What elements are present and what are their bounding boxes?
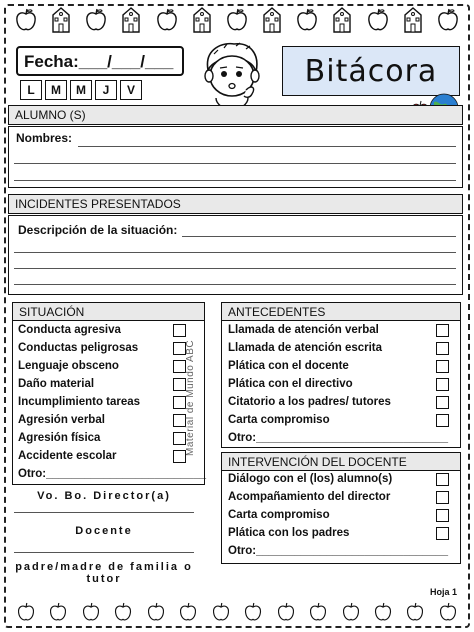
apple-icon <box>111 599 135 625</box>
names-line-3[interactable] <box>14 180 456 181</box>
antecedentes-section-title: ANTECEDENTES <box>222 303 460 321</box>
situacion-item-label: Daño material <box>18 378 95 390</box>
day-box-tuesday[interactable]: M <box>45 80 67 100</box>
intervencion-item-label: Acompañamiento del director <box>228 491 391 503</box>
apple-icon <box>371 599 395 625</box>
schoolhouse-icon <box>190 7 214 33</box>
schoolhouse-icon <box>401 7 425 33</box>
names-line-1[interactable] <box>78 146 456 147</box>
schoolhouse-icon <box>49 7 73 33</box>
bottom-decoration-row <box>14 594 460 630</box>
apple-icon <box>366 7 390 33</box>
alumno-box <box>8 126 463 188</box>
docente-signature-line[interactable] <box>14 552 194 553</box>
apple-icon <box>295 7 319 33</box>
apple-icon <box>79 599 103 625</box>
apple-icon <box>46 599 70 625</box>
situacion-item-label: Conductas peligrosas <box>18 342 139 354</box>
description-label: Descripción de la situación: <box>18 223 178 237</box>
intervencion-section-title: INTERVENCIÓN DEL DOCENTE <box>222 453 460 471</box>
schoolhouse-icon <box>260 7 284 33</box>
schoolhouse-icon <box>330 7 354 33</box>
padre-signature-label <box>8 561 200 585</box>
day-box-thursday[interactable]: J <box>95 80 117 100</box>
description-line-3[interactable] <box>14 268 456 269</box>
apple-icon <box>403 599 427 625</box>
situacion-otro-field[interactable]: Otro:_________________________ <box>18 468 206 480</box>
apple-icon <box>274 599 298 625</box>
intervencion-otro-field[interactable]: Otro:______________________________ <box>228 545 448 557</box>
apple-icon <box>14 599 38 625</box>
description-line-4[interactable] <box>14 284 456 285</box>
antecedentes-item-label: Citatorio a los padres/ tutores <box>228 396 391 408</box>
schoolhouse-icon <box>119 7 143 33</box>
situacion-item-label: Lenguaje obsceno <box>18 360 119 372</box>
antecedentes-item-label: Llamada de atención verbal <box>228 324 379 336</box>
director-signature-label: Vo. Bo. Director(a) <box>37 490 171 502</box>
apple-icon <box>436 599 460 625</box>
thinking-boy-illustration <box>194 40 270 112</box>
antecedentes-checkbox[interactable] <box>436 378 449 391</box>
intervencion-item-label: Plática con los padres <box>228 527 350 539</box>
apple-icon <box>144 599 168 625</box>
intervencion-checkbox[interactable] <box>436 509 449 522</box>
situacion-section-title: SITUACIÓN <box>13 303 204 321</box>
incidentes-section-title: INCIDENTES PRESENTADOS <box>8 194 463 214</box>
apple-icon <box>306 599 330 625</box>
antecedentes-checkbox[interactable] <box>436 396 449 409</box>
antecedentes-item-label: Plática con el directivo <box>228 378 353 390</box>
padre-signature-line1: padre/madre de familia o <box>15 561 193 573</box>
apple-icon <box>339 599 363 625</box>
padre-signature-line2: tutor <box>86 573 122 585</box>
apple-icon <box>225 7 249 33</box>
apple-icon <box>84 7 108 33</box>
intervencion-item-label: Carta compromiso <box>228 509 330 521</box>
apple-icon <box>14 7 38 33</box>
alumno-section-title: ALUMNO (S) <box>8 105 463 125</box>
description-line-1[interactable] <box>182 236 456 237</box>
antecedentes-otro-field[interactable]: Otro:______________________________ <box>228 432 448 444</box>
director-signature-line[interactable] <box>14 512 194 513</box>
situacion-item-label: Accidente escolar <box>18 450 117 462</box>
antecedentes-item-label: Carta compromiso <box>228 414 330 426</box>
intervencion-checkbox[interactable] <box>436 473 449 486</box>
antecedentes-checkbox[interactable] <box>436 360 449 373</box>
antecedentes-item-label: Llamada de atención escrita <box>228 342 383 354</box>
watermark-text: Material de Mundo ABC <box>185 339 196 457</box>
situacion-item-label: Agresión verbal <box>18 414 105 426</box>
weekday-selector <box>20 80 142 100</box>
antecedentes-checkbox[interactable] <box>436 342 449 355</box>
day-box-friday[interactable]: V <box>120 80 142 100</box>
situacion-item-label: Incumplimiento tareas <box>18 396 141 408</box>
intervencion-checkbox[interactable] <box>436 491 449 504</box>
names-line-2[interactable] <box>14 163 456 164</box>
intervencion-item-label: Diálogo con el (los) alumno(s) <box>228 473 393 485</box>
antecedentes-checkbox[interactable] <box>436 324 449 337</box>
apple-icon <box>176 599 200 625</box>
description-line-2[interactable] <box>14 252 456 253</box>
page-number-label: Hoja 1 <box>430 587 458 597</box>
top-decoration-row <box>14 0 460 40</box>
antecedentes-checkbox[interactable] <box>436 414 449 427</box>
apple-icon <box>436 7 460 33</box>
day-box-monday[interactable]: L <box>20 80 42 100</box>
names-label: Nombres: <box>16 131 73 145</box>
apple-icon <box>241 599 265 625</box>
apple-icon <box>209 599 233 625</box>
page-title: Bitácora <box>282 46 460 96</box>
date-field[interactable]: Fecha:___/___/___ <box>16 46 184 76</box>
apple-icon <box>155 7 179 33</box>
situacion-item-label: Conducta agresiva <box>18 324 121 336</box>
antecedentes-item-label: Plática con el docente <box>228 360 349 372</box>
intervencion-checkbox[interactable] <box>436 527 449 540</box>
situacion-item-label: Agresión física <box>18 432 101 444</box>
day-box-wednesday[interactable]: M <box>70 80 92 100</box>
docente-signature-label: Docente <box>75 525 133 537</box>
